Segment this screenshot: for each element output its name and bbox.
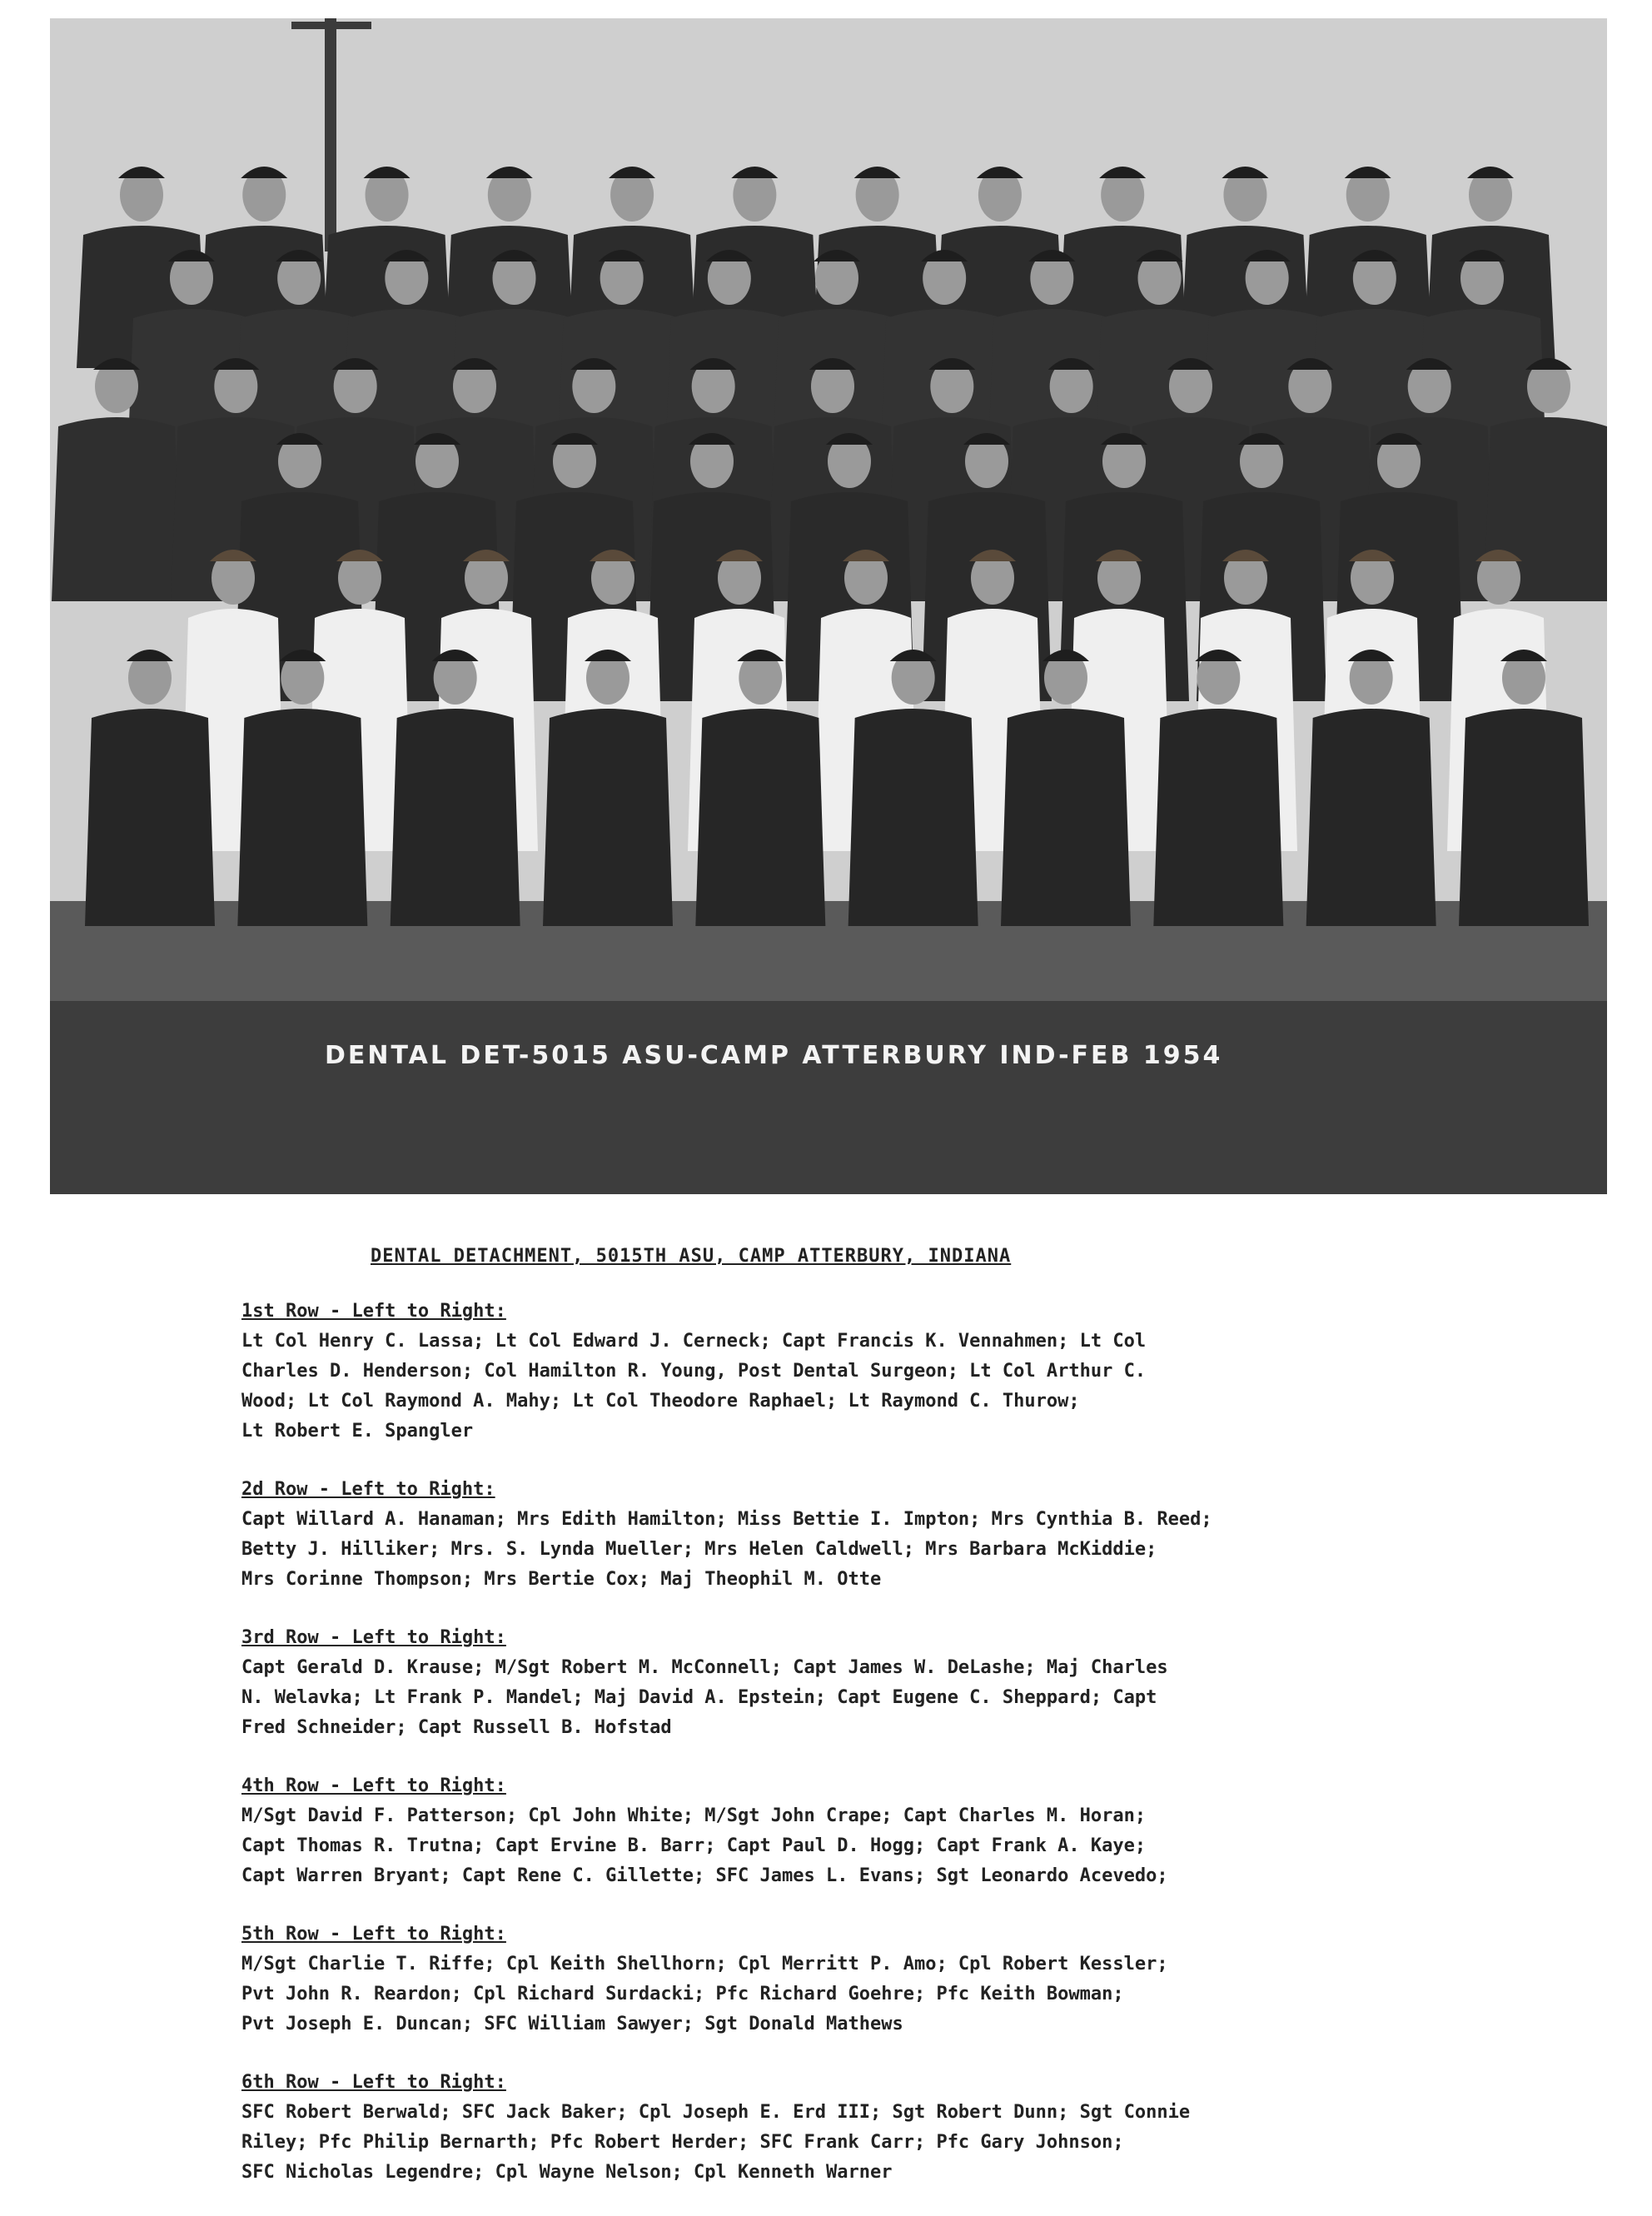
name-line: Riley; Pfc Philip Bernarth; Pfc Robert Herder; SFC Frank Carr; Pfc Gary Johnson; [241,2132,1124,2153]
photo-illustration [50,18,1607,1194]
row-names [241,1801,1474,1891]
person-body [85,709,215,926]
person-body [1153,709,1283,926]
row-names [241,1653,1474,1743]
row-names [241,1950,1474,2039]
person-body [1459,709,1589,926]
name-line: SFC Nicholas Legendre; Cpl Wayne Nelson; Cpl Kenneth Warner [241,2162,893,2183]
name-line: M/Sgt Charlie T. Riffe; Cpl Keith Shellhorn; Cpl Merritt P. Amo; Cpl Robert Kessler; [241,1954,1168,1974]
name-line: Lt Col Henry C. Lassa; Lt Col Edward J. Cerneck; Capt Francis K. Vennahmen; Lt Col [241,1331,1147,1352]
name-line: Pvt Joseph E. Duncan; SFC William Sawyer; Sgt Donald Mathews [241,2014,903,2034]
photo-caption: DENTAL DET-5015 ASU-CAMP ATTERBURY IND-FEB 1954 [325,1041,1223,1070]
name-line: Pvt John R. Reardon; Cpl Richard Surdacki; Pfc Richard Goehre; Pfc Keith Bowman; [241,1984,1124,2004]
name-line: Fred Schneider; Capt Russell B. Hofstad [241,1717,672,1738]
name-line: Capt Gerald D. Krause; M/Sgt Robert M. McConnell; Capt James W. DeLashe; Maj Charles [241,1657,1168,1678]
roster-row-2 [241,1475,1474,1595]
name-line: Wood; Lt Col Raymond A. Mahy; Lt Col Theodore Raphael; Lt Raymond C. Thurow; [241,1391,1080,1412]
roster-row-5 [241,1920,1474,2039]
roster-document [241,1246,1474,2216]
person-body [695,709,825,926]
row-heading: 6th Row - Left to Right: [241,2072,506,2093]
row-names [241,2098,1474,2188]
name-line: Capt Willard A. Hanaman; Mrs Edith Hamilton; Miss Bettie I. Impton; Mrs Cynthia B. Reed; [241,1509,1212,1530]
utility-pole-crossbar [291,22,371,29]
person-body [391,709,520,926]
name-line: Charles D. Henderson; Col Hamilton R. Young, Post Dental Surgeon; Lt Col Arthur C. [241,1361,1147,1382]
name-line: Mrs Corinne Thompson; Mrs Bertie Cox; Maj Theophil M. Otte [241,1569,882,1590]
row-names [241,1327,1474,1447]
people-group [52,167,1607,926]
name-line: Betty J. Hilliker; Mrs. S. Lynda Mueller; Mrs Helen Caldwell; Mrs Barbara McKiddie; [241,1539,1157,1560]
name-line: Lt Robert E. Spangler [241,1421,474,1442]
person-body [1306,709,1436,926]
row-heading: 4th Row - Left to Right: [241,1775,506,1796]
group-photograph [14,0,1638,1231]
row-names [241,1505,1474,1595]
person-body [1001,709,1131,926]
row-heading: 3rd Row - Left to Right: [241,1627,506,1648]
row-heading: 5th Row - Left to Right: [241,1924,506,1945]
roster-row-1 [241,1297,1474,1447]
roster-row-4 [241,1771,1474,1891]
person-body [52,417,182,601]
name-line: SFC Robert Berwald; SFC Jack Baker; Cpl Joseph E. Erd III; Sgt Robert Dunn; Sgt Connie [241,2102,1191,2123]
name-line: M/Sgt David F. Patterson; Cpl John White; M/Sgt John Crape; Capt Charles M. Horan; [241,1805,1147,1826]
person-body [543,709,673,926]
name-line: Capt Warren Bryant; Capt Rene C. Gillette; SFC James L. Evans; Sgt Leonardo Acevedo; [241,1865,1168,1886]
roster-title: DENTAL DETACHMENT, 5015TH ASU, CAMP ATTERBURY, INDIANA [371,1246,1012,1267]
roster-row-6 [241,2068,1474,2188]
row-heading: 2d Row - Left to Right: [241,1479,495,1500]
name-line: Capt Thomas R. Trutna; Capt Ervine B. Barr; Capt Paul D. Hogg; Capt Frank A. Kaye; [241,1835,1147,1856]
photo-image [50,18,1607,1194]
roster-row-3 [241,1623,1474,1743]
person-body [848,709,978,926]
person-body [237,709,367,926]
row-heading: 1st Row - Left to Right: [241,1301,506,1322]
name-line: N. Welavka; Lt Frank P. Mandel; Maj David A. Epstein; Capt Eugene C. Sheppard; Capt [241,1687,1157,1708]
utility-pole [325,18,336,251]
